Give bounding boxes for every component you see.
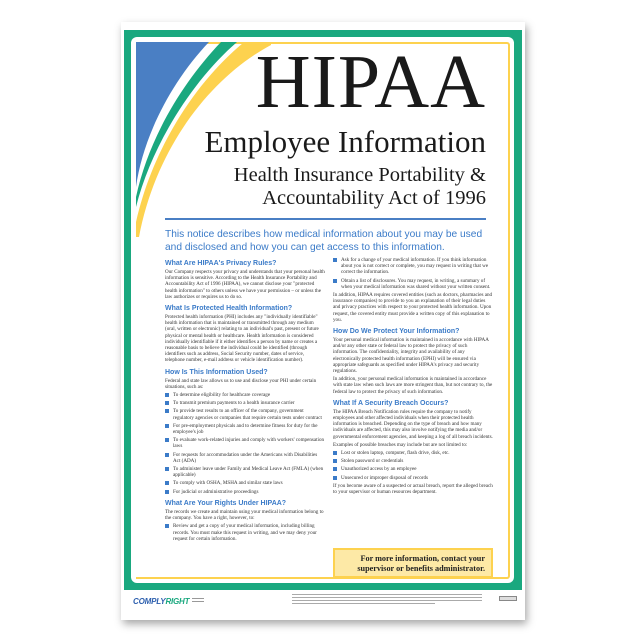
act-line-1: Health Insurance Portability & (233, 164, 486, 186)
paragraph: Our Company respects your privacy and understands that your personal health information is sensitive. According to the Health Insurance Portability and Accountability Act of 1996 (HIPAA), we cannot disclose your "protected health information" to others unless we have your permission – or unless the law authorizes or requires us to do so. (165, 269, 325, 300)
list-item: To evaluate work-related injuries and comply with workers' compensation laws (165, 437, 325, 449)
heading-privacy-rules: What Are HIPAA's Privacy Rules? (165, 260, 277, 267)
intro-notice: This notice describes how medical information about you may be used and disclosed and how you can get access to this information. (165, 229, 483, 253)
uses-list (165, 392, 325, 495)
list-item: To provide test results to an officer of the company, government regulatory agencies or companies that require certain tests under contract (165, 408, 325, 420)
paragraph: In addition, your personal medical information is maintained in accordance with state law when such laws are more stringent than, but not contrary to, the federal law to protect the privacy of such information. (333, 376, 493, 395)
title-employee-information: Employee Information (204, 124, 486, 159)
list-item: Lost or stolen laptop, computer, flash drive, disk, etc. (333, 450, 493, 456)
list-item: For requests for accommodation under the Americans with Disabilities Act (ADA) (165, 452, 325, 464)
fine-print (292, 594, 482, 606)
product-code (192, 598, 204, 603)
complyright-logo (133, 597, 189, 606)
paragraph: If you become aware of a suspected or actual breach, report the alleged breach to your supervisor or human resources department. (333, 482, 493, 496)
right-column (333, 257, 493, 497)
list-item: To comply with OSHA, MSHA and similar state laws (165, 480, 325, 486)
heading-rights: What Are Your Rights Under HIPAA? (165, 499, 287, 507)
list-item: To determine eligibility for healthcare coverage (165, 392, 325, 398)
left-column (165, 259, 325, 544)
list-item: Ask for a change of your medical information. If you think information about you is not correct or complete, you may request in writing that we correct the information. (333, 257, 493, 276)
heading-protect: How Do We Protect Your Information? (333, 328, 460, 336)
list-item: Obtain a list of disclosures. You may request, in writing, a summary of when your medical information was shared without your written consent. (333, 278, 493, 290)
paragraph: Federal and state law allows us to use and disclose your PHI under certain situations, such as: (165, 377, 317, 390)
list-item: To transmit premium payments to a health insurance carrier (165, 400, 325, 406)
badge (499, 596, 517, 601)
list-item: Unsecured or improper disposal of records (333, 475, 493, 481)
rights-list (165, 523, 325, 542)
list-item: For judicial or administrative proceedings (165, 489, 325, 495)
title-act (234, 164, 486, 210)
heading-phi: What Is Protected Health Information? (165, 305, 293, 313)
logo-part-1: COMPLY (133, 597, 166, 606)
breach-list (333, 450, 493, 481)
paragraph: Protected health information (PHI) includes any "individually identifiable" health information that is maintained or transmitted through any medium (oral, written or electronic) relating to an individual's past, present or future physical or mental health or healthcare. Health information is considered individually identifiable if it either identifies a person by name or creates a reasonable basis to believe the individual could be identified (through identifiers such as address, Social Security number, dates of service, telephone number, e-mail address or vehicle identification number). (165, 314, 319, 364)
heading-breach: What If A Security Breach Occurs? (333, 399, 449, 407)
list-item: Review and get a copy of your medical information, including billing records. You must make this request in writing, and we may deny your request for certain information. (165, 523, 325, 542)
title-hipaa: HIPAA (255, 40, 486, 124)
act-line-2: Accountability Act of 1996 (262, 187, 486, 209)
contact-callout: For more information, contact your supervisor or benefits administrator. (333, 548, 493, 578)
paragraph: The records we create and maintain using your medical information belong to the company. You have a right, however, to: (165, 508, 324, 522)
green-bottom-band (124, 583, 522, 590)
paragraph: Examples of possible breaches may include but are not limited to: (333, 441, 468, 448)
paragraph: Your personal medical information is maintained in accordance with HIPAA and/or any other state or federal law to protect the privacy of such information. The confidentiality, integrity and availability of any electronically protected health information (EPHI) will be ensured via appropriate safeguards as specified under HIPAA's privacy and security regulations. (333, 337, 489, 375)
paragraph: In addition, HIPAA requires covered entities (such as doctors, pharmacies and insurance companies) to provide to you an explanation of their legal duties and privacy practices with respect to your protected health information. Upon request, the covered entity must provide a written copy of this explanation to you. (333, 292, 493, 323)
paragraph: The HIPAA Breach Notification rules require the company to notify employees and other affected individuals when their protected health information is breached. Depending on the type of breach and how many individuals are affected, this may also involve notifying the media and/or governmental enforcement agencies, and keeping a log of all breach incidents. (333, 408, 493, 440)
heading-info-used: How Is This Information Used? (165, 368, 268, 376)
list-item: To administer leave under Family and Medical Leave Act (FMLA) (when applicable) (165, 466, 325, 478)
logo-part-2: RIGHT (165, 597, 190, 606)
divider (165, 218, 486, 220)
list-item: For pre-employment physicals and to determine fitness for duty for the employee's job (165, 423, 325, 435)
rights-list-continued (333, 257, 493, 290)
list-item: Unauthorized access by an employee (333, 466, 493, 472)
list-item: Stolen password or credentials (333, 458, 493, 464)
